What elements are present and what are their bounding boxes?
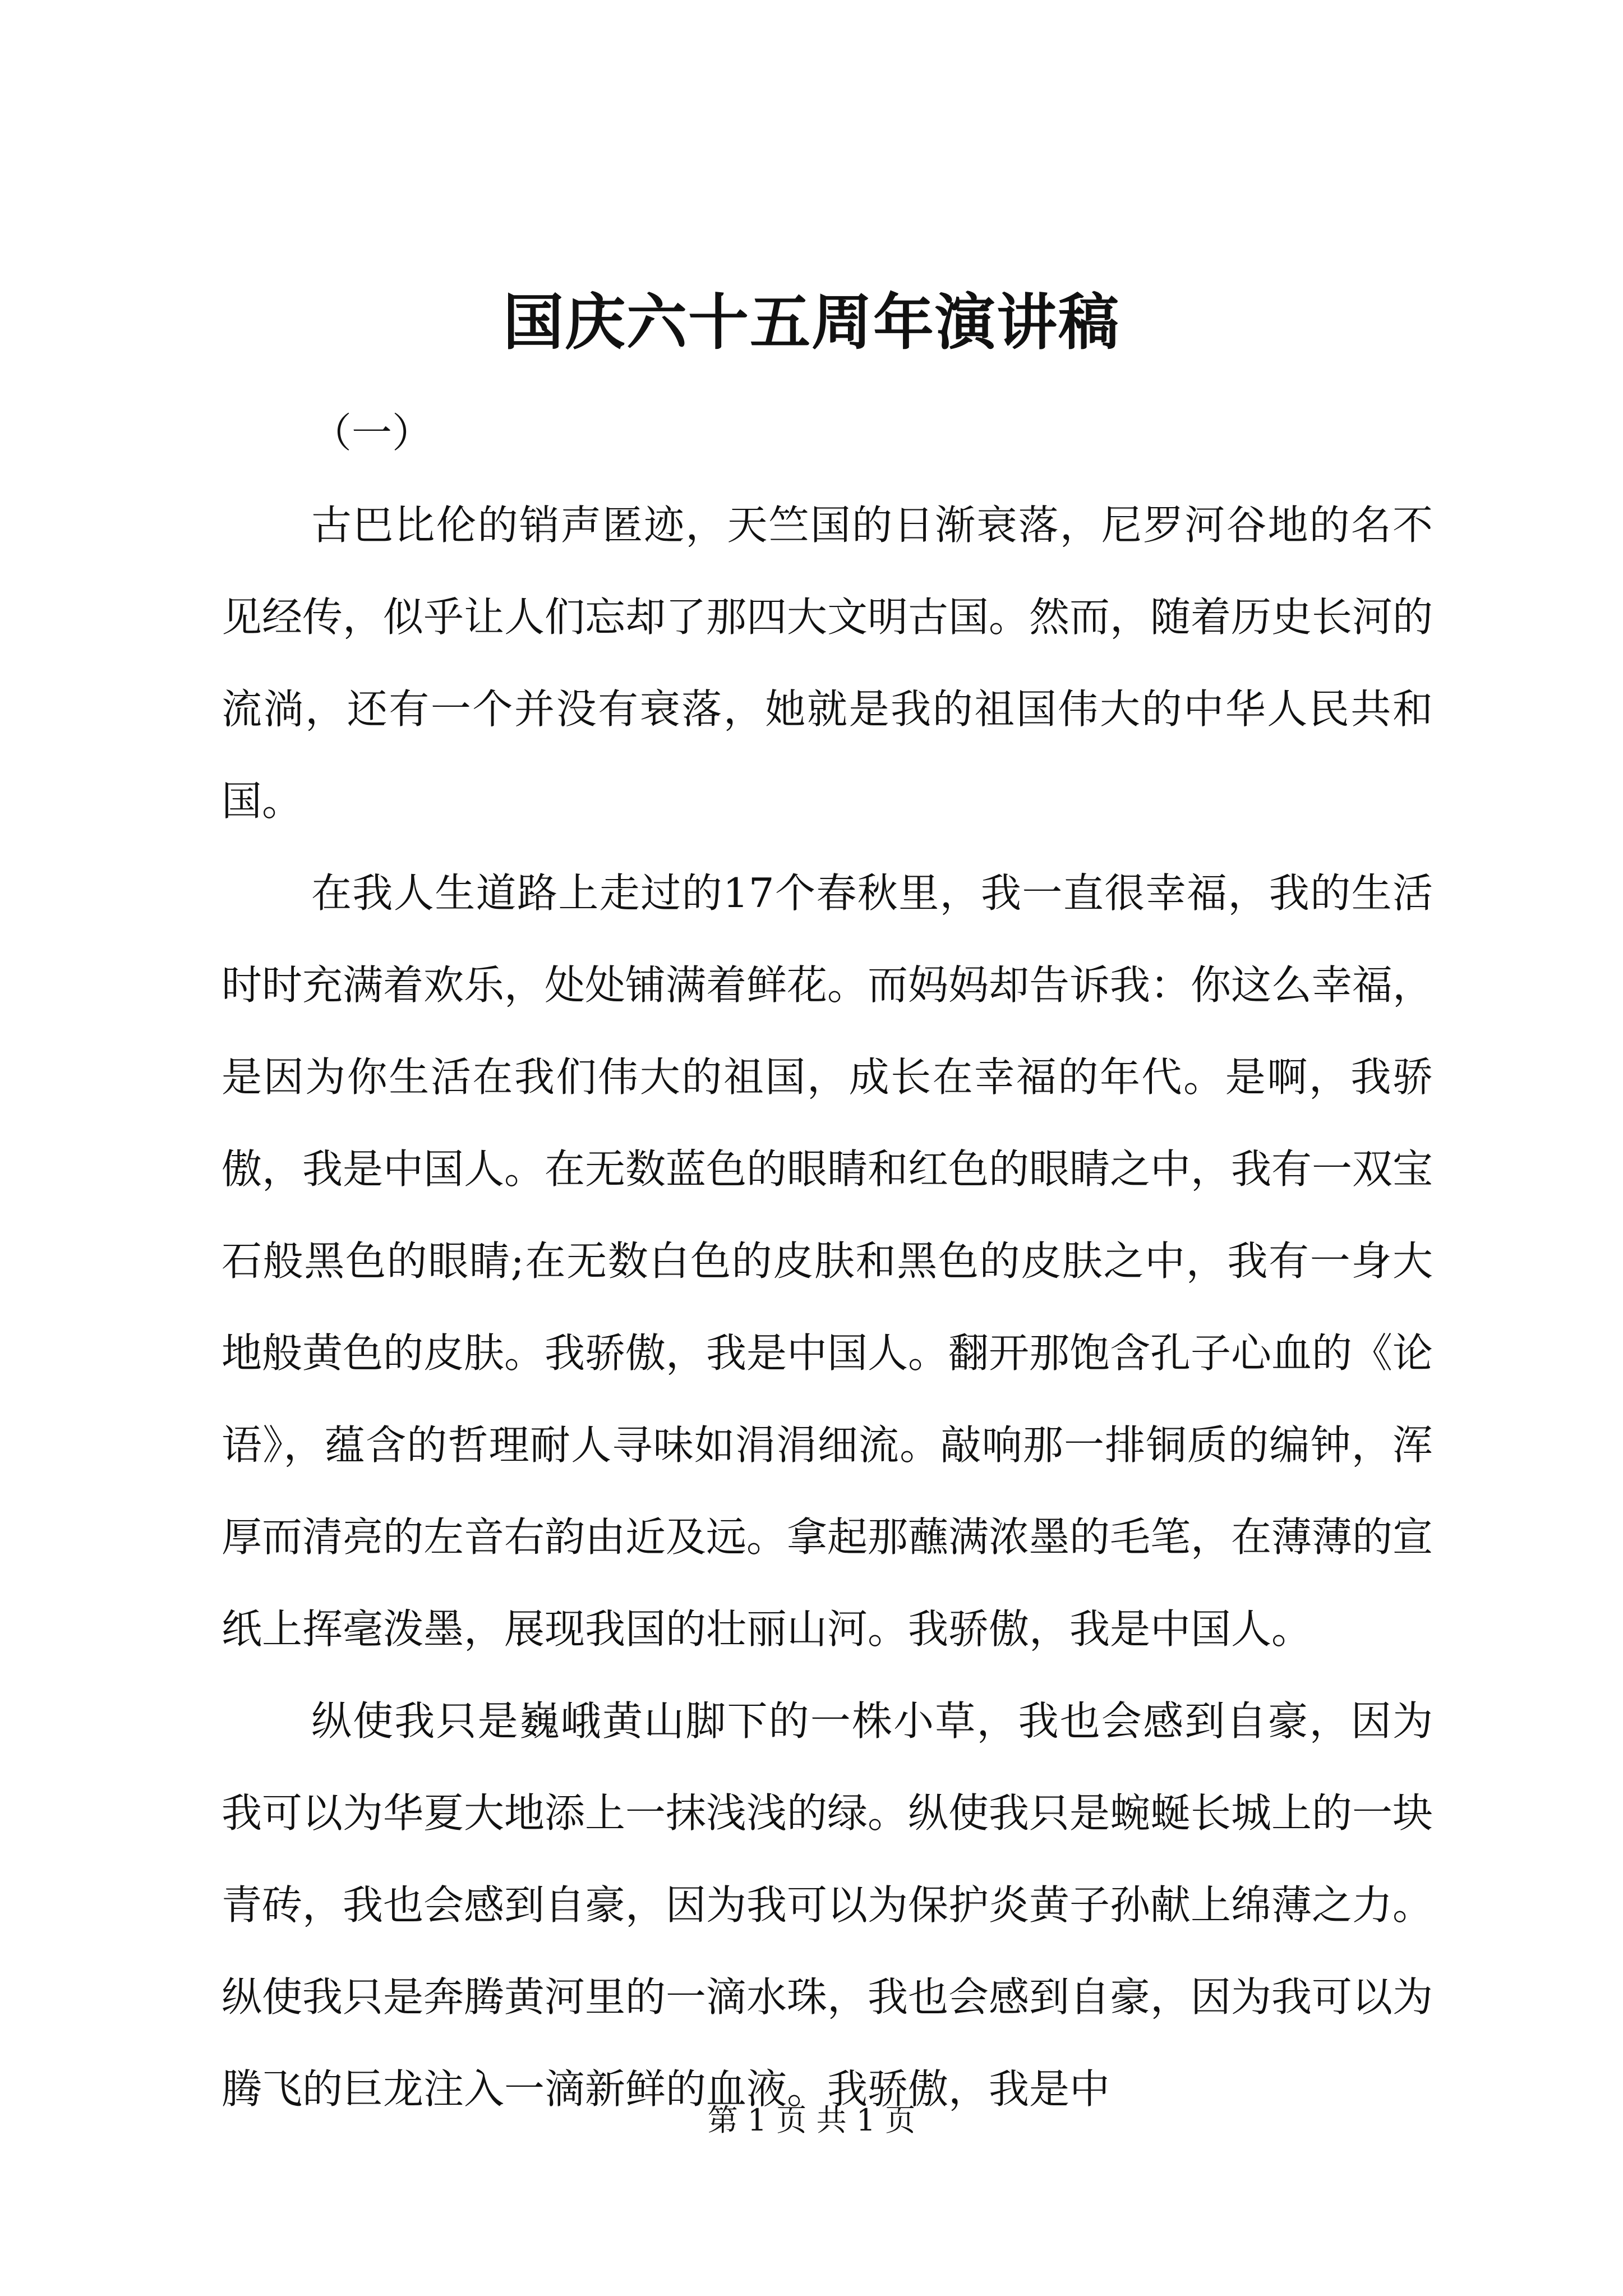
page-footer: 第 1 页 共 1 页: [707, 2102, 916, 2138]
document-body: [222, 387, 1433, 2135]
paragraph-3: 纵使我只是巍峨黄山脚下的一株小草，我也会感到自豪，因为我可以为华夏大地添上一抹浅浅的绿。纵使我只是蜿蜒长城上的一块青砖，我也会感到自豪，因为我可以为保护炎黄子孙献上绵薄之力。纵使我只是奔腾黄河里的一滴水珠，我也会感到自豪，因为我可以为腾飞的巨龙注入一滴新鲜的血液。我骄傲，我是中: [222, 1697, 1433, 2113]
paragraph-2: 在我人生道路上走过的17个春秋里，我一直很幸福，我的生活时时充满着欢乐，处处铺满着鲜花。而妈妈却告诉我：你这么幸福，是因为你生活在我们伟大的祖国，成长在幸福的年代。是啊，我骄傲，我是中国人。在无数蓝色的眼睛和红色的眼睛之中，我有一双宝石般黑色的眼睛;在无数白色的皮肤和黑色的皮肤之中，我有一身大地般黄色的皮肤。我骄傲，我是中国人。翻开那饱含孔子心血的《论语》，蕴含的哲理耐人寻味如涓涓细流。敲响那一排铜质的编钟，浑厚而清亮的左音右韵由近及远。拿起那蘸满浓墨的毛笔，在薄薄的宣纸上挥毫泼墨，展现我国的壮丽山河。我骄傲，我是中国人。: [222, 869, 1433, 1653]
paragraph-1: 古巴比伦的销声匿迹，天竺国的日渐衰落，尼罗河谷地的名不见经传，似乎让人们忘却了那四大文明古国。然而，随着历史长河的流淌，还有一个并没有衰落，她就是我的祖国伟大的中华人民共和国。: [222, 501, 1433, 825]
document-title: 国庆六十五周年演讲稿: [502, 287, 1120, 358]
section-label: （一）: [311, 409, 433, 457]
